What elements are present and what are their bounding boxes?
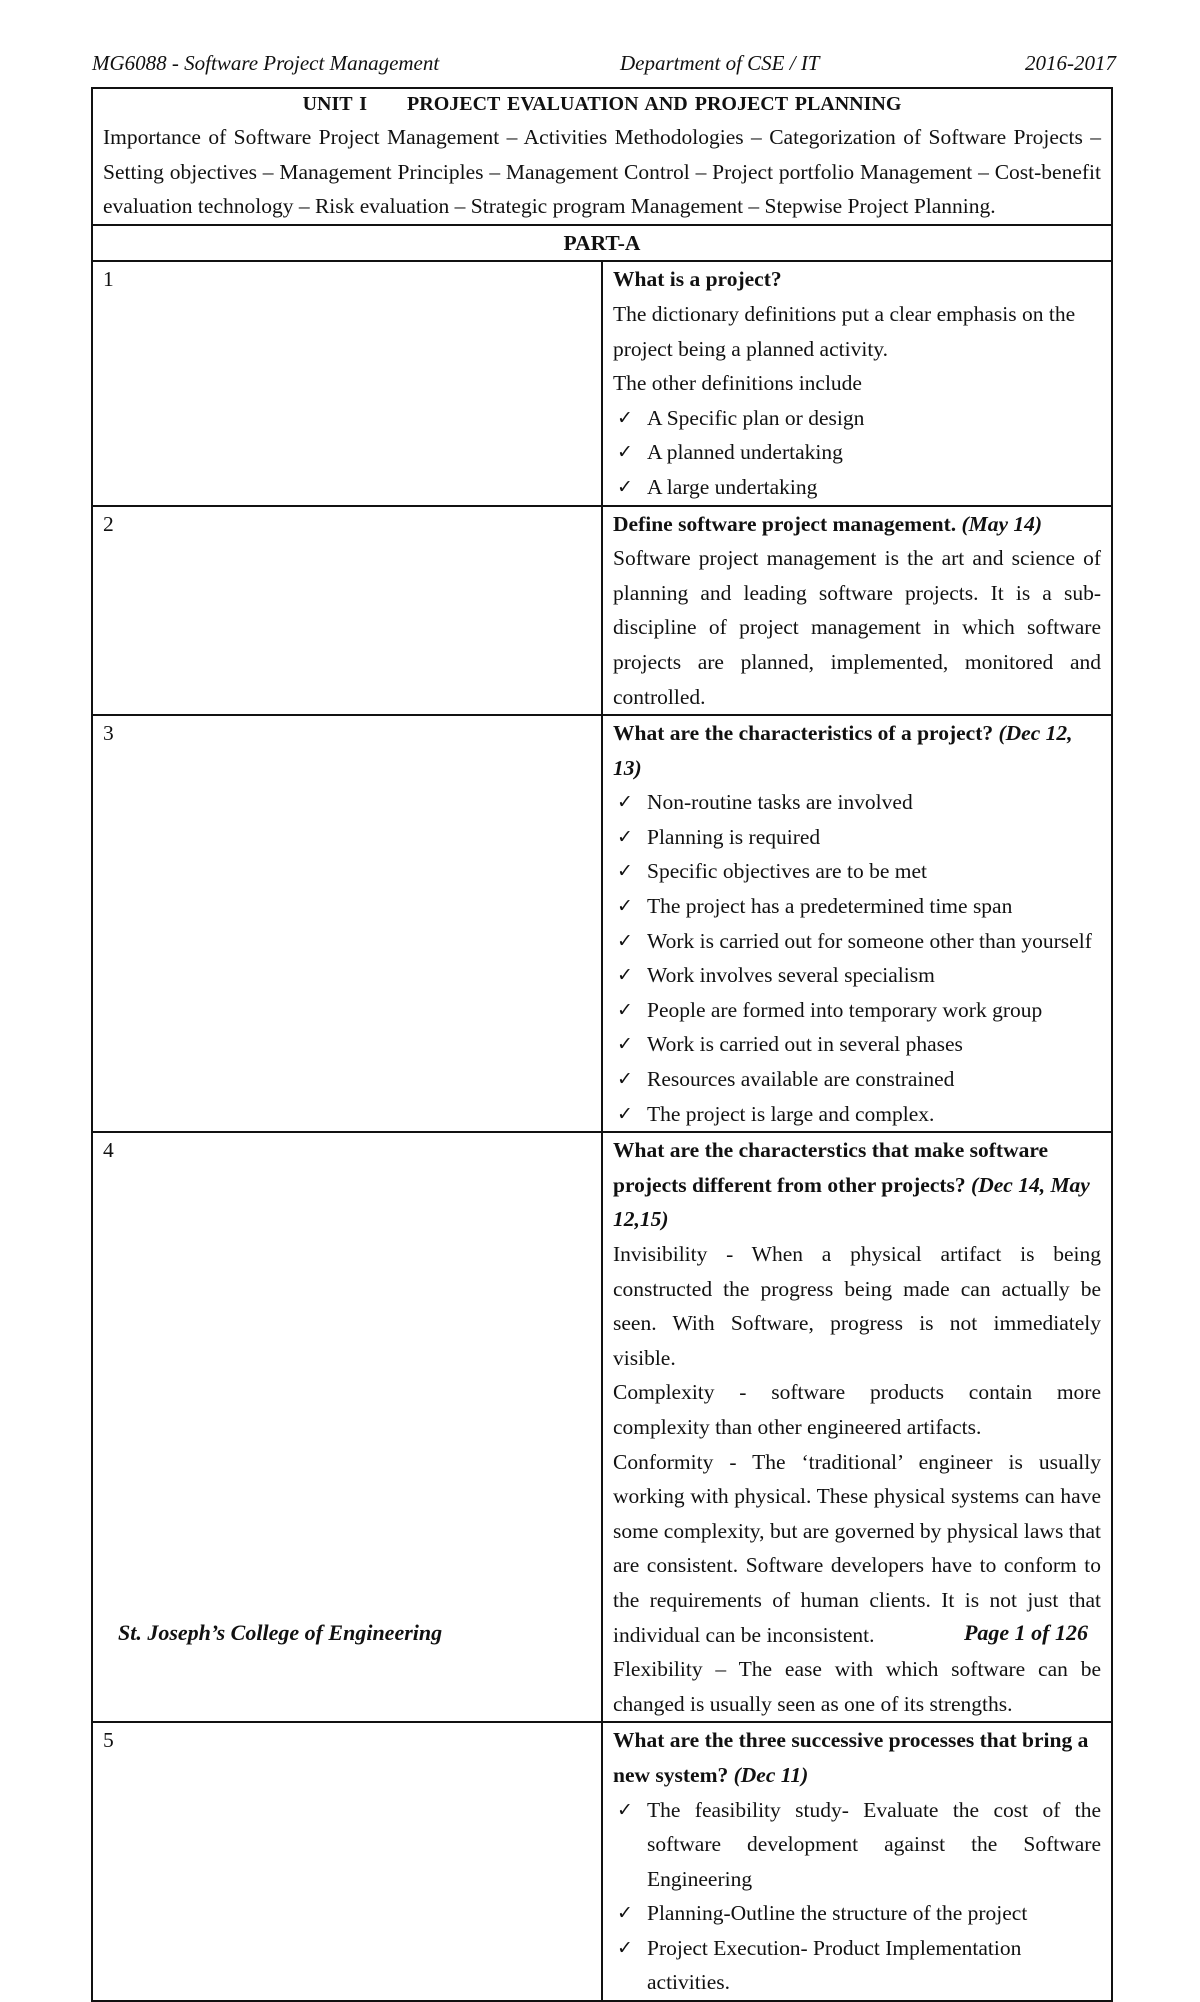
answer-paragraph <box>613 1652 1101 1721</box>
question-row <box>92 715 1112 1132</box>
check-item: ✓ Specific objectives are to be met <box>613 854 1101 889</box>
check-item: ✓ The project is large and complex. <box>613 1097 1101 1132</box>
term-label: Invisibility <box>613 1242 708 1266</box>
unit-number: UNIT I <box>302 93 368 115</box>
unit-heading <box>103 89 1101 120</box>
question-text: What are the characteristics of a project? <box>613 721 994 746</box>
question-number: 2 <box>92 506 602 716</box>
check-list <box>613 401 1101 505</box>
check-item: ✓ Non-routine tasks are involved <box>613 785 1101 820</box>
question-text: Define software project management. <box>613 511 957 536</box>
unit-row <box>92 88 1112 225</box>
answer-paragraph <box>613 1375 1101 1444</box>
question-body <box>602 1722 1112 2001</box>
check-item: ✓ Work is carried out in several phases <box>613 1027 1101 1062</box>
term-text: – The ease with which software can be changed is usually seen as one of its strengths. <box>613 1657 1101 1716</box>
college-name: St. Joseph’s College of Engineering <box>118 1620 443 1645</box>
question-body <box>602 506 1112 716</box>
question-text: What is a project? <box>613 267 782 292</box>
answer-text: Software project management is the art and science of planning and leading software projects. It is a sub-discipline of project management in which software projects are planned, implemented, monitored and controlled. <box>613 546 1101 709</box>
page-header <box>92 51 1116 85</box>
question-row <box>92 1722 1112 2001</box>
course-title: MG6088 - Software Project Management <box>92 51 440 75</box>
check-item: ✓ A planned undertaking <box>613 435 1101 470</box>
unit-cell <box>92 88 1112 225</box>
page-footer <box>118 1620 1088 1646</box>
question-heading <box>613 1133 1101 1237</box>
department-name: Department of CSE / IT <box>620 51 820 75</box>
question-number: 3 <box>92 715 602 1132</box>
exam-tag: (May 14) <box>961 511 1043 536</box>
check-item: ✓ People are formed into temporary work group <box>613 993 1101 1028</box>
question-text: What are the characterstics that make software projects different from other projects? <box>613 1138 1049 1197</box>
exam-tag: (Dec 14, May 12,15) <box>613 1172 1090 1232</box>
question-number: 5 <box>92 1722 602 2001</box>
question-body <box>602 261 1112 505</box>
question-body <box>602 715 1112 1132</box>
exam-tag: (Dec 11) <box>733 1762 809 1787</box>
question-heading <box>613 1723 1101 1792</box>
check-item: ✓ The feasibility study- Evaluate the cost of the software development against the Software Engineering <box>613 1793 1101 1897</box>
check-item: ✓ The project has a predetermined time span <box>613 889 1101 924</box>
check-list <box>613 1793 1101 2001</box>
answer-text: The dictionary definitions put a clear emphasis on the project being a planned activity. <box>613 301 1076 361</box>
term-text: - software products contain more complexity than other engineered artifacts. <box>613 1380 1101 1439</box>
unit-syllabus: Importance of Software Project Management – Activities Methodologies – Categorization of Software Projects – Setting objectives – Management Principles – Management Control – Project portfolio Management – Cost-benefit evaluation technology – Risk evaluation – Strategic program Management – Stepwise Project Planning. <box>103 125 1101 219</box>
part-row <box>92 225 1112 262</box>
question-row <box>92 506 1112 716</box>
check-item: ✓ A Specific plan or design <box>613 401 1101 436</box>
exam-tag: (Dec 12, 13) <box>613 721 1073 780</box>
term-label: Flexibility <box>613 1657 703 1682</box>
question-row <box>92 261 1112 505</box>
answer-text: The other definitions include <box>613 371 862 396</box>
question-number: 1 <box>92 261 602 505</box>
question-text: What are the three successive processes that bring a new system? <box>613 1728 1089 1787</box>
question-table <box>91 87 1113 2002</box>
check-item: ✓ A large undertaking <box>613 470 1101 505</box>
check-item: ✓ Planning is required <box>613 820 1101 855</box>
question-heading <box>613 716 1101 785</box>
page-number: Page 1 of 126 <box>963 1620 1088 1645</box>
academic-year: 2016-2017 <box>1025 51 1116 75</box>
check-item: ✓ Project Execution- Product Implementation activities. <box>613 1931 1101 2000</box>
term-text: - The ‘traditional’ engineer is usually working with physical. These physical systems can have some complexity, but are governed by physical laws that are consistent. Software developers have to conform to the requirements of human clients. It is not just that individual can be inconsistent. <box>613 1449 1101 1647</box>
check-item: ✓ Work involves several specialism <box>613 958 1101 993</box>
term-text: - When a physical artifact is being constructed the progress being made can actually be seen. With Software, progress is not immediately visible. <box>613 1242 1101 1370</box>
answer-paragraph <box>613 1237 1101 1375</box>
check-item: ✓ Work is carried out for someone other than yourself <box>613 924 1101 959</box>
term-label: Conformity <box>613 1449 714 1474</box>
part-heading: PART-A <box>92 225 1112 262</box>
question-number: 4 <box>92 1132 602 1722</box>
check-item: ✓ Resources available are constrained <box>613 1062 1101 1097</box>
unit-name: PROJECT EVALUATION AND PROJECT PLANNING <box>407 93 902 115</box>
question-heading <box>613 507 1101 542</box>
check-list <box>613 785 1101 1131</box>
check-item: ✓ Planning-Outline the structure of the project <box>613 1896 1101 1931</box>
term-label: Complexity <box>613 1380 715 1405</box>
